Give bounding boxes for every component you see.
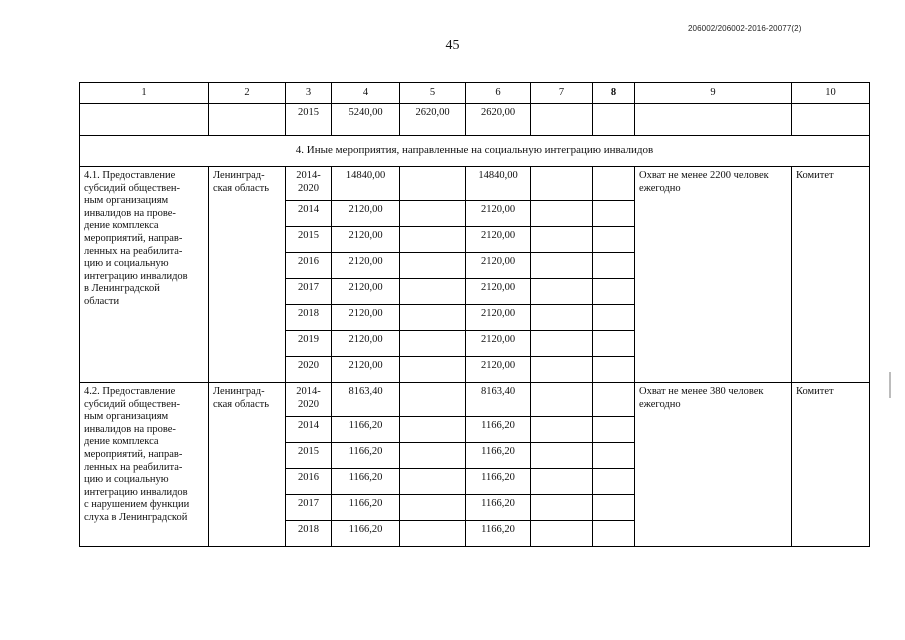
column-number: 3 <box>286 83 332 104</box>
empty-cell <box>531 495 593 521</box>
empty-cell <box>531 104 593 136</box>
column-number: 8 <box>593 83 635 104</box>
year-cell: 2014 <box>286 201 332 227</box>
empty-cell <box>593 417 635 443</box>
column-number: 10 <box>792 83 870 104</box>
amount-regional-cell: 2120,00 <box>466 331 531 357</box>
empty-cell <box>635 104 792 136</box>
amount-regional-cell: 14840,00 <box>466 167 531 201</box>
amount-total-cell: 1166,20 <box>332 469 400 495</box>
empty-cell <box>593 279 635 305</box>
amount-total-cell: 5240,00 <box>332 104 400 136</box>
empty-cell <box>531 331 593 357</box>
empty-cell <box>593 201 635 227</box>
amount-federal-cell <box>400 521 466 547</box>
region-cell: Ленинград- ская область <box>209 167 286 383</box>
scan-artifact <box>889 372 891 398</box>
amount-federal-cell <box>400 469 466 495</box>
amount-total-cell: 2120,00 <box>332 201 400 227</box>
amount-total-cell: 1166,20 <box>332 495 400 521</box>
empty-cell <box>593 167 635 201</box>
empty-cell <box>531 357 593 383</box>
amount-federal-cell <box>400 383 466 417</box>
document-id: 206002/206002-2016-20077(2) <box>688 24 802 33</box>
amount-regional-cell: 8163,40 <box>466 383 531 417</box>
amount-regional-cell: 1166,20 <box>466 417 531 443</box>
table-row <box>80 383 870 417</box>
empty-cell <box>531 417 593 443</box>
program-table <box>79 82 870 547</box>
amount-regional-cell: 2620,00 <box>466 104 531 136</box>
region-cell: Ленинград- ская область <box>209 383 286 547</box>
amount-regional-cell: 2120,00 <box>466 279 531 305</box>
amount-total-cell: 2120,00 <box>332 357 400 383</box>
amount-total-cell: 8163,40 <box>332 383 400 417</box>
empty-cell <box>593 104 635 136</box>
year-cell: 2019 <box>286 331 332 357</box>
year-cell: 2018 <box>286 305 332 331</box>
empty-cell <box>531 167 593 201</box>
year-cell: 2015 <box>286 227 332 253</box>
indicator-cell: Охват не менее 2200 человек ежегодно <box>635 167 792 383</box>
year-cell: 2020 <box>286 357 332 383</box>
amount-federal-cell <box>400 279 466 305</box>
empty-cell <box>531 521 593 547</box>
activity-description: 4.1. Предоставление субсидий обществен- ным организациям инвалидов на прове- дение комплекса мероприятий, направ- ленных на реабилита- цию и социальную интеграцию инвалидов в Ленинградской области <box>80 167 209 383</box>
amount-regional-cell: 1166,20 <box>466 469 531 495</box>
amount-regional-cell: 1166,20 <box>466 443 531 469</box>
amount-regional-cell: 2120,00 <box>466 227 531 253</box>
amount-total-cell: 1166,20 <box>332 521 400 547</box>
amount-federal-cell <box>400 201 466 227</box>
empty-cell <box>531 253 593 279</box>
table-row <box>80 167 870 201</box>
empty-cell <box>531 469 593 495</box>
column-number: 5 <box>400 83 466 104</box>
amount-total-cell: 1166,20 <box>332 443 400 469</box>
activity-description: 4.2. Предоставление субсидий обществен- ным организациям инвалидов на прове- дение комплекса мероприятий, направ- ленных на реабилита- цию и социальную интеграцию инвалидов с нарушением функции слуха в Ленинградской <box>80 383 209 547</box>
column-number: 7 <box>531 83 593 104</box>
amount-total-cell: 2120,00 <box>332 279 400 305</box>
section-title: 4. Иные мероприятия, направленные на социальную интеграцию инвалидов <box>80 136 870 167</box>
amount-federal-cell <box>400 331 466 357</box>
empty-cell <box>593 331 635 357</box>
table-row <box>80 104 870 136</box>
empty-cell <box>80 104 209 136</box>
amount-total-cell: 2120,00 <box>332 227 400 253</box>
empty-cell <box>531 383 593 417</box>
amount-total-cell: 1166,20 <box>332 417 400 443</box>
empty-cell <box>531 305 593 331</box>
column-number-row <box>80 83 870 104</box>
amount-federal-cell: 2620,00 <box>400 104 466 136</box>
year-cell: 2014- 2020 <box>286 383 332 417</box>
amount-total-cell: 14840,00 <box>332 167 400 201</box>
empty-cell <box>531 279 593 305</box>
amount-federal-cell <box>400 167 466 201</box>
column-number: 6 <box>466 83 531 104</box>
empty-cell <box>593 227 635 253</box>
indicator-cell: Охват не менее 380 человек ежегодно <box>635 383 792 547</box>
amount-regional-cell: 2120,00 <box>466 201 531 227</box>
amount-federal-cell <box>400 495 466 521</box>
amount-federal-cell <box>400 253 466 279</box>
empty-cell <box>593 383 635 417</box>
empty-cell <box>531 443 593 469</box>
amount-federal-cell <box>400 305 466 331</box>
empty-cell <box>209 104 286 136</box>
empty-cell <box>593 357 635 383</box>
amount-federal-cell <box>400 357 466 383</box>
amount-regional-cell: 2120,00 <box>466 253 531 279</box>
year-cell: 2015 <box>286 443 332 469</box>
amount-regional-cell: 1166,20 <box>466 521 531 547</box>
empty-cell <box>531 227 593 253</box>
empty-cell <box>531 201 593 227</box>
page-number: 45 <box>445 38 460 53</box>
column-number: 4 <box>332 83 400 104</box>
executor-cell: Комитет <box>792 167 870 383</box>
amount-total-cell: 2120,00 <box>332 253 400 279</box>
column-number: 1 <box>80 83 209 104</box>
amount-regional-cell: 1166,20 <box>466 495 531 521</box>
amount-regional-cell: 2120,00 <box>466 357 531 383</box>
amount-total-cell: 2120,00 <box>332 305 400 331</box>
executor-cell: Комитет <box>792 383 870 547</box>
year-cell: 2017 <box>286 495 332 521</box>
empty-cell <box>593 305 635 331</box>
year-cell: 2015 <box>286 104 332 136</box>
year-cell: 2018 <box>286 521 332 547</box>
empty-cell <box>593 495 635 521</box>
amount-regional-cell: 2120,00 <box>466 305 531 331</box>
empty-cell <box>593 443 635 469</box>
year-cell: 2017 <box>286 279 332 305</box>
year-cell: 2014 <box>286 417 332 443</box>
amount-federal-cell <box>400 417 466 443</box>
empty-cell <box>792 104 870 136</box>
column-number: 9 <box>635 83 792 104</box>
amount-federal-cell <box>400 443 466 469</box>
empty-cell <box>593 469 635 495</box>
amount-federal-cell <box>400 227 466 253</box>
empty-cell <box>593 253 635 279</box>
section-row <box>80 136 870 167</box>
column-number: 2 <box>209 83 286 104</box>
year-cell: 2014- 2020 <box>286 167 332 201</box>
amount-total-cell: 2120,00 <box>332 331 400 357</box>
year-cell: 2016 <box>286 469 332 495</box>
empty-cell <box>593 521 635 547</box>
year-cell: 2016 <box>286 253 332 279</box>
